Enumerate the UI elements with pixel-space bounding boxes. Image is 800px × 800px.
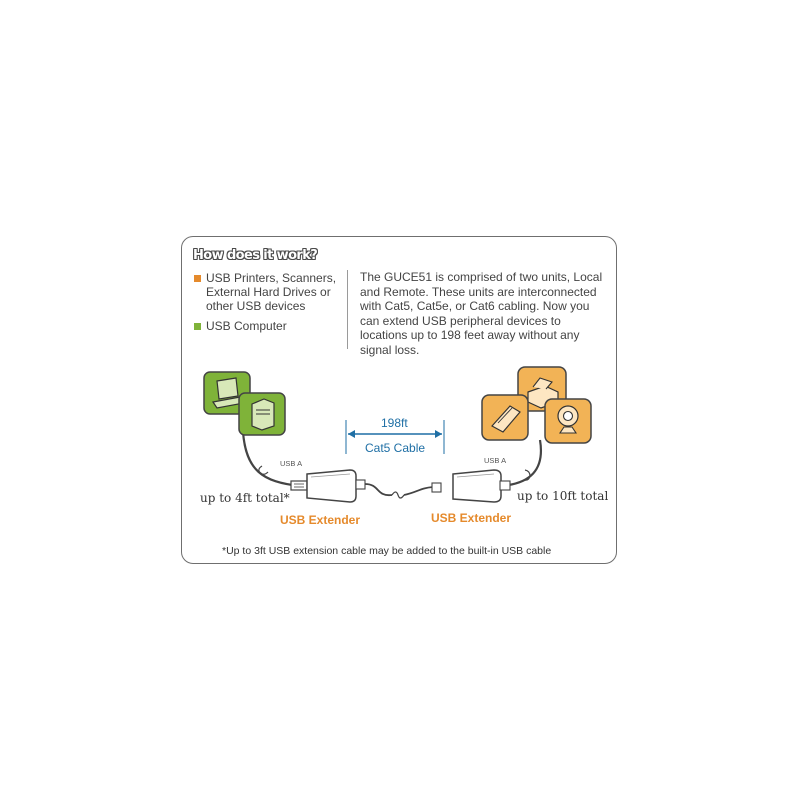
remote-extender-label: USB Extender — [431, 511, 512, 525]
scanner-icon — [482, 395, 528, 440]
local-length-label: up to 4ft total* — [200, 491, 290, 505]
remote-port-label: USB A — [484, 456, 507, 465]
legend-item-usb-devices: USB Printers, Scanners, External Hard Drives or other USB devices — [206, 271, 337, 313]
distance-value: 198ft — [381, 416, 408, 430]
remote-length-label: up to 10ft total — [517, 489, 609, 503]
local-extender-label: USB Extender — [280, 513, 361, 527]
local-extender-device — [307, 470, 356, 502]
desktop-tower-icon — [239, 393, 285, 435]
cable-type-label: Cat5 Cable — [365, 441, 426, 455]
local-port-label: USB A — [280, 459, 303, 468]
remote-extender-device — [453, 470, 501, 502]
description-text: The GUCE51 is comprised of two units, Local and Remote. These units are interconnected with Cat5, Cat5e, or Cat6 cabling. Now you can extend USB peripheral devices to locations up to 198 feet away without any signal loss. — [360, 270, 603, 357]
footnote: *Up to 3ft USB extension cable may be added to the built-in USB cable — [222, 545, 552, 557]
card-title: How does it work? — [193, 248, 318, 263]
webcam-icon — [545, 399, 591, 443]
legend-item-usb-computer: USB Computer — [206, 319, 287, 333]
